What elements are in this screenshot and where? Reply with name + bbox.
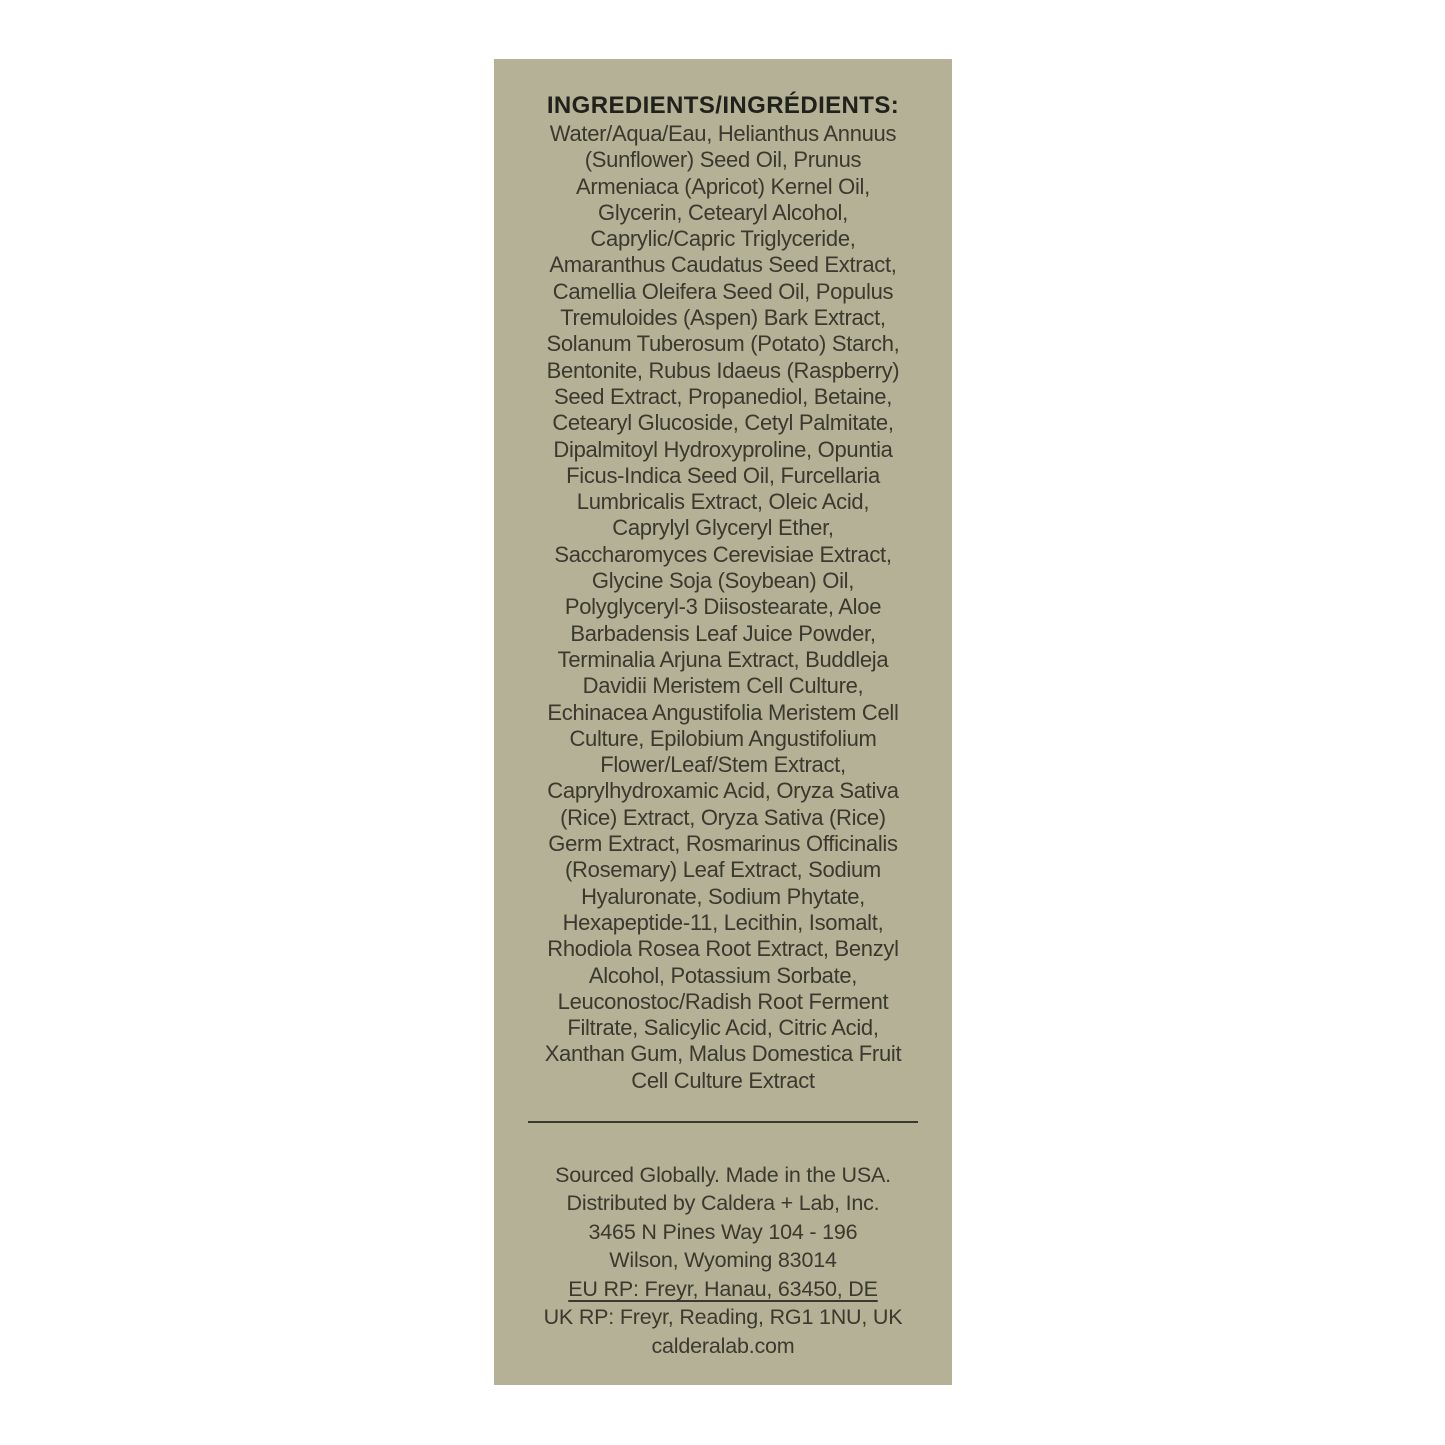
ingredients-line: Filtrate, Salicylic Acid, Citric Acid,	[567, 1015, 879, 1041]
ingredients-line: Culture, Epilobium Angustifolium	[569, 725, 877, 751]
divider-line	[528, 1121, 918, 1123]
ingredients-line: Alcohol, Potassium Sorbate,	[588, 962, 858, 988]
ingredients-line: Xanthan Gum, Malus Domestica Fruit	[544, 1041, 902, 1067]
ingredients-line: Armeniaca (Apricot) Kernel Oil,	[576, 173, 870, 199]
ingredients-title: INGREDIENTS/INGRÉDIENTS:	[546, 92, 900, 119]
ingredients-label-panel	[494, 59, 952, 1385]
ingredients-line: (Rosemary) Leaf Extract, Sodium	[565, 857, 881, 883]
ingredients-line: Germ Extract, Rosmarinus Officinalis	[548, 831, 898, 857]
ingredients-line: Barbadensis Leaf Juice Powder,	[570, 620, 876, 646]
ingredients-line: Lumbricalis Extract, Oleic Acid,	[576, 489, 870, 515]
ingredients-line: Solanum Tuberosum (Potato) Starch,	[546, 331, 900, 357]
distributor-info	[494, 1161, 952, 1361]
ingredients-line: Rhodiola Rosea Root Extract, Benzyl	[547, 936, 899, 962]
ingredients-list	[494, 121, 952, 1094]
ingredients-line: Polyglyceryl-3 Diisostearate, Aloe	[564, 594, 882, 620]
ingredients-line: Amaranthus Caudatus Seed Extract,	[549, 252, 897, 278]
ingredients-line: Leuconostoc/Radish Root Ferment	[557, 988, 889, 1014]
ingredients-line: Cell Culture Extract	[631, 1067, 815, 1093]
ingredients-line: Cetearyl Glucoside, Cetyl Palmitate,	[552, 410, 894, 436]
ingredients-line: Ficus-Indica Seed Oil, Furcellaria	[566, 462, 880, 488]
ingredients-line: Caprylic/Capric Triglyceride,	[590, 226, 856, 252]
ingredients-line: Water/Aqua/Eau, Helianthus Annuus	[549, 121, 897, 146]
distributor-info-line: 3465 N Pines Way 104 - 196	[588, 1219, 858, 1244]
distributor-info-line: Sourced Globally. Made in the USA.	[555, 1162, 891, 1187]
ingredients-line: Caprylyl Glyceryl Ether,	[612, 515, 834, 541]
ingredients-line: (Rice) Extract, Oryza Sativa (Rice)	[560, 804, 886, 830]
ingredients-line: Flower/Leaf/Stem Extract,	[600, 752, 846, 778]
ingredients-line: Glycerin, Cetearyl Alcohol,	[598, 199, 848, 225]
distributor-info-line: EU RP: Freyr, Hanau, 63450, DE	[568, 1276, 878, 1301]
ingredients-line: Tremuloides (Aspen) Bark Extract,	[560, 305, 886, 331]
ingredients-line: Echinacea Angustifolia Meristem Cell	[547, 699, 899, 725]
ingredients-line: (Sunflower) Seed Oil, Prunus	[584, 147, 862, 173]
ingredients-line: Dipalmitoyl Hydroxyproline, Opuntia	[553, 436, 893, 462]
ingredients-line: Hexapeptide-11, Lecithin, Isomalt,	[562, 909, 884, 935]
ingredients-line: Davidii Meristem Cell Culture,	[582, 673, 864, 699]
distributor-info-line: calderalab.com	[651, 1333, 795, 1358]
ingredients-line: Hyaluronate, Sodium Phytate,	[581, 883, 865, 909]
ingredients-line: Glycine Soja (Soybean) Oil,	[591, 568, 855, 594]
ingredients-line: Caprylhydroxamic Acid, Oryza Sativa	[547, 778, 899, 804]
distributor-info-line: Wilson, Wyoming 83014	[609, 1248, 837, 1273]
ingredients-line: Terminalia Arjuna Extract, Buddleja	[557, 646, 889, 672]
distributor-info-line: UK RP: Freyr, Reading, RG1 1NU, UK	[543, 1305, 903, 1330]
distributor-info-line: Distributed by Caldera + Lab, Inc.	[566, 1191, 880, 1216]
ingredients-line: Camellia Oleifera Seed Oil, Populus	[552, 278, 894, 304]
ingredients-line: Saccharomyces Cerevisiae Extract,	[554, 541, 892, 567]
ingredients-line: Seed Extract, Propanediol, Betaine,	[553, 383, 893, 409]
ingredients-line: Bentonite, Rubus Idaeus (Raspberry)	[546, 357, 900, 383]
